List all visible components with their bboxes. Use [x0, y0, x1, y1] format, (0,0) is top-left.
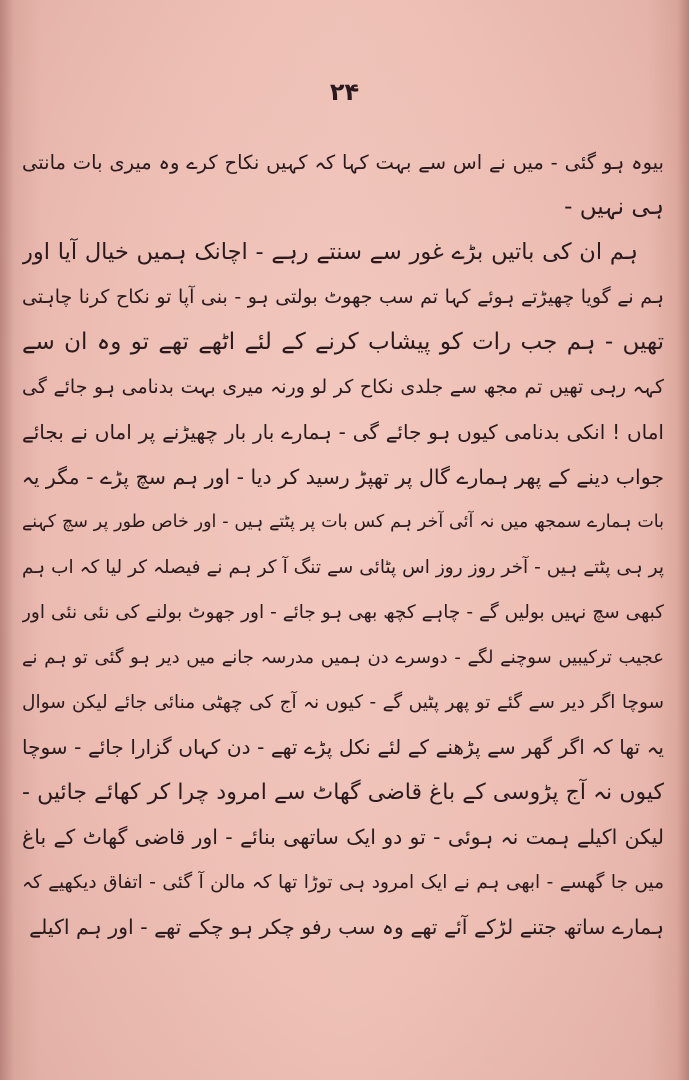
- text-line-13: سوچا اگر دیر سے گئے تو پھر پٹیں گے - کیوں نہ آج کی چھٹی منائی جائے لیکن سوال: [22, 692, 664, 713]
- text-line-7: اماں ! انکی بدنامی کیوں ہو جائے گی - ہمارے بار بار چھیڑنے پر اماں نے بجائے: [22, 420, 664, 444]
- text-line-8: جواب دینے کے پھر ہمارے گال پر تھپڑ رسید کر دیا - اور ہم سچ پڑے - مگر یہ: [22, 465, 664, 489]
- page-edge-shadow-left: [0, 0, 14, 1080]
- text-line-5: تھیں - ہم جب رات کو پیشاب کرنے کے لئے اٹھے تھے تو وہ ان سے: [22, 329, 664, 355]
- text-line-16: لیکن اکیلے ہمت نہ ہوئی - تو دو ایک ساتھی بنائے - اور قاضی گھاٹ کے باغ: [22, 825, 664, 849]
- page-number: ۲۴: [329, 78, 360, 106]
- text-line-9: بات ہمارے سمجھ میں نہ آئی آخر ہم کس بات پر پٹتے ہیں - اور خاص طور پر سچ کہنے: [22, 512, 664, 532]
- text-line-11: کبھی سچ نہیں بولیں گے - چاہے کچھ بھی ہو جائے - اور جھوٹ بولنے کی نئی نئی اور: [22, 602, 664, 623]
- text-line-1: بیوہ ہو گئی - میں نے اس سے بہت کہا کہ کہیں نکاح کرے وہ میری بات مانتی: [22, 151, 664, 174]
- text-line-3: ہم ان کی باتیں بڑے غور سے سنتے رہے - اچانک ہمیں خیال آیا اور: [22, 239, 638, 265]
- text-line-6: کہہ رہی تھیں تم مجھ سے جلدی نکاح کر لو ورنہ میری بہت بدنامی ہو جائے گی: [22, 376, 664, 398]
- text-line-18: ہمارے ساتھ جتنے لڑکے آئے تھے وہ سب رفو چکر ہو چکے تھے - اور ہم اکیلے: [29, 915, 664, 939]
- text-line-2: ہی نہیں -: [564, 194, 664, 220]
- text-line-10: پر ہی پٹتے ہیں - آخر روز روز اس پٹائی سے تنگ آ کر ہم نے فیصلہ کر لیا کہ اب ہم: [22, 557, 664, 578]
- page-edge-shadow-right: [677, 0, 689, 1080]
- text-line-4: ہم نے گویا چھیڑتے ہوئے کہا تم سب جھوٹ بولتی ہو - بنی آپا تو نکاح کرنا چاہتی: [22, 286, 664, 308]
- text-line-12: عجیب ترکیبیں سوچنے لگے - دوسرے دن ہمیں مدرسہ جانے میں دیر ہو گئی تو ہم نے: [22, 647, 664, 668]
- body-text: [22, 140, 664, 950]
- text-line-14: یہ تھا کہ اگر گھر سے پڑھنے کے لئے نکل پڑے تھے - دن کہاں گزارا جائے - سوچا: [22, 735, 664, 759]
- text-line-17: میں جا گھسے - ابھی ہم نے ایک امرود ہی توڑا تھا کہ مالن آ گئی - اتفاق دیکھیے کہ: [22, 872, 664, 893]
- text-line-15: کیوں نہ آج پڑوسی کے باغ قاضی گھاٹ سے امرود چرا کر کھائے جائیں -: [22, 780, 664, 805]
